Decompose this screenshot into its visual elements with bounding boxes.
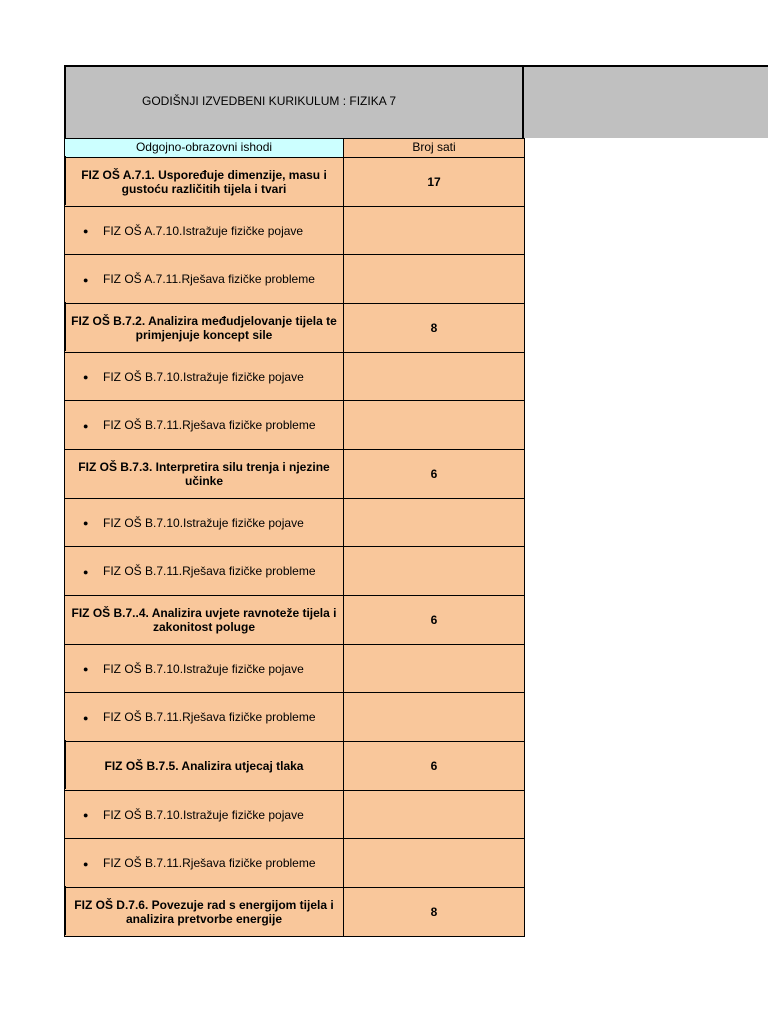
outcome-cell [65,158,344,207]
bullet-icon: ● [83,858,89,869]
outcome-cell [65,401,344,450]
outcome-text: FIZ OŠ B.7.11.Rješava fizičke probleme [103,564,316,578]
outcome-text: FIZ OŠ B.7.10.Istražuje fizičke pojave [103,369,304,384]
hours-cell [344,742,525,791]
bullet-icon: ● [83,518,89,529]
column-header-hours: Broj sati [344,139,525,158]
outcome-text: FIZ OŠ B.7.10.Istražuje fizičke pojave [103,661,304,676]
sub-outcome-row [65,255,525,304]
hours-cell [344,304,525,353]
hours-cell [344,645,525,693]
outcome-cell [65,255,344,304]
hours-cell [344,839,525,888]
sub-outcome-row [65,547,525,596]
hours-cell [344,158,525,207]
column-header-outcomes: Odgojno-obrazovni ishodi [65,139,344,158]
hours-cell [344,401,525,450]
outcome-text: FIZ OŠ B.7.11.Rješava fizičke probleme [103,418,316,432]
hours-cell [344,693,525,742]
left-border-accent [64,156,66,205]
outcome-row [65,158,525,207]
outcome-text: FIZ OŠ A.7.10.Istražuje fizičke pojave [103,223,304,238]
outcome-cell [65,499,344,547]
outcome-cell [65,791,344,839]
hours-value: 6 [430,467,438,481]
hours-value: 6 [430,759,438,773]
outcome-cell [65,450,344,499]
outcome-cell [65,693,344,742]
hours-cell [344,547,525,596]
bullet-icon: ● [83,372,89,383]
left-border-accent [64,886,66,935]
document-banner [64,65,768,138]
outcome-row [65,450,525,499]
sub-outcome-row [65,207,525,255]
left-border-accent [64,740,66,789]
hours-cell [344,207,525,255]
bullet-icon: ● [83,712,89,723]
outcome-cell [65,304,344,353]
bullet-icon: ● [83,810,89,821]
left-border-accent [64,302,66,351]
outcome-cell [65,547,344,596]
outcome-text: FIZ OŠ B.7.2. Analizira međudjelovanje tijela te primjenjuje koncept sile [71,314,337,342]
curriculum-table [64,138,525,937]
table-header-row [65,139,525,158]
hours-value: 6 [430,613,438,627]
bullet-icon: ● [83,664,89,675]
bullet-icon: ● [83,420,89,431]
outcome-text: FIZ OŠ B.7.10.Istražuje fizičke pojave [103,515,304,530]
outcome-text: FIZ OŠ B.7.10.Istražuje fizičke pojave [103,807,304,822]
sub-outcome-row [65,791,525,839]
sub-outcome-row [65,645,525,693]
outcome-cell [65,353,344,401]
outcome-cell [65,839,344,888]
document-title: GODIŠNJI IZVEDBENI KURIKULUM : FIZIKA 7 [142,94,397,108]
outcome-text: FIZ OŠ B.7.11.Rješava fizičke probleme [103,856,316,870]
bullet-icon: ● [83,566,89,577]
outcome-text: FIZ OŠ B.7.5. Analizira utjecaj tlaka [104,759,304,773]
outcome-row [65,304,525,353]
hours-cell [344,596,525,645]
sub-outcome-row [65,401,525,450]
sub-outcome-row [65,839,525,888]
outcome-text: FIZ OŠ A.7.11.Rješava fizičke probleme [103,272,315,286]
outcome-text: FIZ OŠ B.7.11.Rješava fizičke probleme [103,710,316,724]
hours-cell [344,255,525,304]
hours-value: 8 [430,321,438,335]
outcome-row [65,742,525,791]
outcome-cell [65,888,344,937]
outcome-text: FIZ OŠ B.7..4. Analizira uvjete ravnoteže tijela i zakonitost poluge [71,606,337,634]
outcome-row [65,596,525,645]
hours-cell [344,791,525,839]
hours-value: 8 [430,905,438,919]
outcome-cell [65,596,344,645]
outcome-text: FIZ OŠ A.7.1. Uspoređuje dimenzije, masu i gustoću različitih tijela i tvari [81,168,327,196]
bullet-icon: ● [83,226,89,237]
sub-outcome-row [65,499,525,547]
outcome-text: FIZ OŠ B.7.3. Interpretira silu trenja i njezine učinke [78,460,330,488]
sub-outcome-row [65,353,525,401]
outcome-row [65,888,525,937]
hours-cell [344,888,525,937]
hours-value: 17 [427,175,441,189]
hours-cell [344,353,525,401]
sub-outcome-row [65,693,525,742]
outcome-text: FIZ OŠ D.7.6. Povezuje rad s energijom tijela i analizira pretvorbe energije [74,898,334,926]
hours-cell [344,450,525,499]
hours-cell [344,499,525,547]
banner-divider [522,65,524,138]
outcome-cell [65,645,344,693]
bullet-icon: ● [83,274,89,285]
outcome-cell [65,742,344,791]
outcome-cell [65,207,344,255]
